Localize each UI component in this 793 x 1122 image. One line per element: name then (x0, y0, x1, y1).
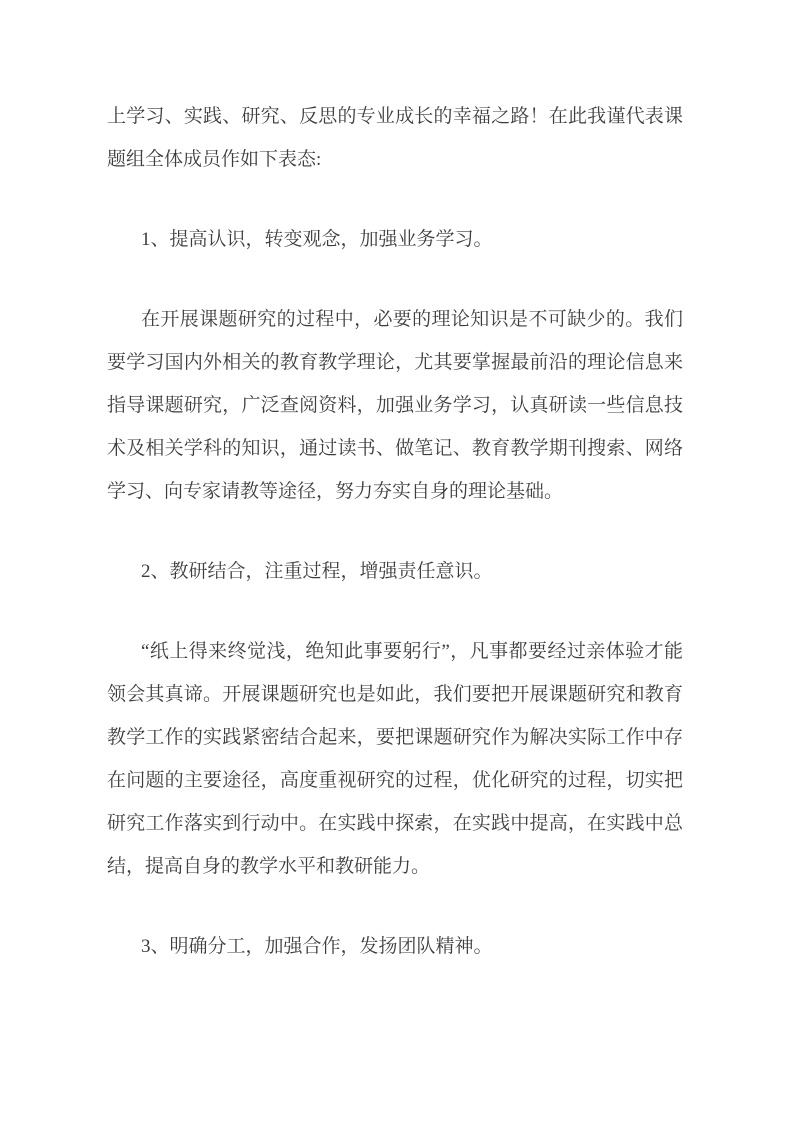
text-line: 研究工作落实到行动中。在实践中探索，在实践中提高，在实践中总 (107, 813, 683, 834)
text-line: 2、教研结合，注重过程，增强责任意识。 (141, 561, 493, 582)
text-line: 题组全体成员作如下表态: (107, 149, 322, 170)
text-line: 1、提高认识，转变观念，加强业务学习。 (141, 229, 493, 250)
text-line: 指导课题研究，广泛查阅资料，加强业务学习，认真研读一些信息技 (107, 395, 683, 416)
paragraph-continuation (107, 95, 683, 181)
numbered-point-2 (107, 550, 683, 593)
text-line: 教学工作的实践紧密结合起来，要把课题研究作为解决实际工作中存 (107, 727, 683, 748)
numbered-point-1 (107, 218, 683, 261)
text-line: 要学习国内外相关的教育教学理论，尤其要掌握最前沿的理论信息来 (107, 352, 683, 373)
text-line: 在开展课题研究的过程中，必要的理论知识是不可缺少的。我们 (141, 309, 683, 330)
text-line: 3、明确分工，加强合作，发扬团队精神。 (141, 936, 493, 957)
text-line: 上学习、实践、研究、反思的专业成长的幸福之路！在此我谨代表课 (107, 106, 683, 127)
numbered-point-3 (107, 925, 683, 968)
text-line: 学习、向专家请教等途径，努力夯实自身的理论基础。 (107, 481, 564, 502)
text-line: 术及相关学科的知识，通过读书、做笔记、教育教学期刊搜索、网络 (107, 438, 683, 459)
text-line: 领会其真谛。开展课题研究也是如此，我们要把开展课题研究和教育 (107, 684, 683, 705)
document-body (107, 95, 683, 968)
text-line: 在问题的主要途径，高度重视研究的过程，优化研究的过程，切实把 (107, 770, 683, 791)
paragraph-practice (107, 630, 683, 888)
paragraph-theory-study (107, 298, 683, 513)
text-line: “纸上得来终觉浅，绝知此事要躬行”，凡事都要经过亲体验才能 (141, 641, 683, 662)
text-line: 结，提高自身的教学水平和教研能力。 (107, 856, 431, 877)
